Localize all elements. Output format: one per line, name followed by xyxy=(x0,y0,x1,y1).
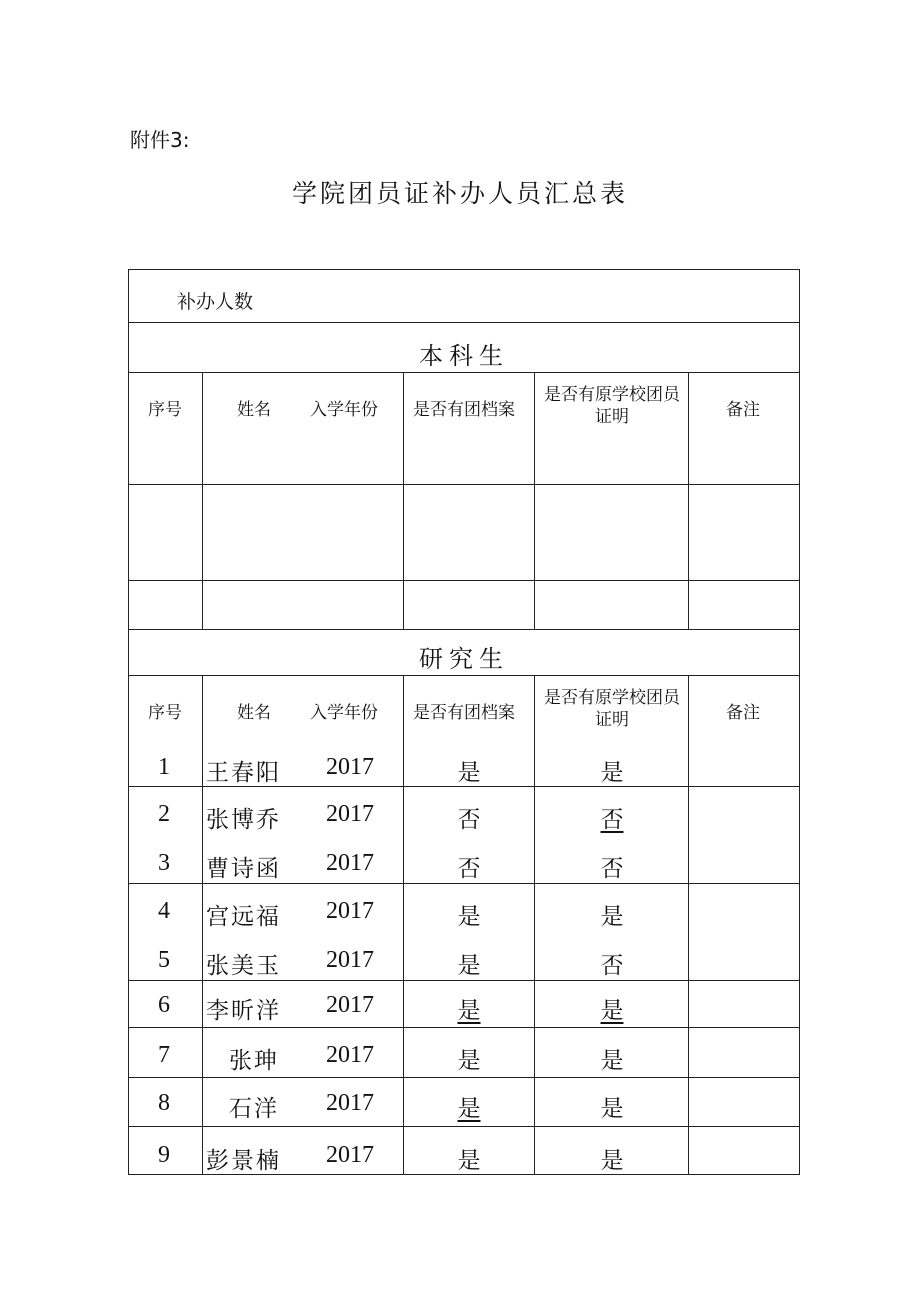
row-divider xyxy=(129,484,799,485)
row-name: 王春阳 xyxy=(206,760,281,786)
row-year: 2017 xyxy=(326,754,374,780)
row-year: 2017 xyxy=(326,801,374,827)
row-divider xyxy=(129,1126,799,1127)
row-divider xyxy=(129,580,799,581)
row-name: 张博乔 xyxy=(206,807,281,833)
row-proof: 是 xyxy=(600,904,624,930)
attachment-label: 附件3: xyxy=(130,128,190,152)
row-proof: 否 xyxy=(600,953,624,979)
column-divider xyxy=(202,675,203,1175)
document-title: 学院团员证补办人员汇总表 xyxy=(291,179,628,208)
count-label: 补办人数 xyxy=(177,291,254,313)
undergrad-section-title: 本科生 xyxy=(419,342,509,370)
row-archive: 否 xyxy=(457,856,481,882)
row-divider xyxy=(129,629,799,630)
row-archive: 是 xyxy=(457,953,481,979)
row-archive: 是 xyxy=(457,1096,481,1122)
row-index: 9 xyxy=(158,1142,170,1168)
row-index: 2 xyxy=(158,801,170,827)
row-name: 石洋 xyxy=(229,1096,279,1122)
row-index: 8 xyxy=(158,1090,170,1116)
column-divider xyxy=(534,675,535,1175)
row-year: 2017 xyxy=(326,947,374,973)
row-name: 张珅 xyxy=(229,1048,279,1074)
row-divider xyxy=(129,675,799,676)
column-divider xyxy=(403,675,404,1175)
row-year: 2017 xyxy=(326,992,374,1018)
row-divider xyxy=(129,322,799,323)
row-proof: 否 xyxy=(600,807,624,833)
row-archive: 是 xyxy=(457,904,481,930)
row-index: 6 xyxy=(158,992,170,1018)
row-archive: 是 xyxy=(457,1048,481,1074)
row-archive: 是 xyxy=(457,998,481,1024)
row-name: 李昕洋 xyxy=(206,998,281,1024)
header-name: 姓名 xyxy=(237,400,271,420)
header-year: 入学年份 xyxy=(310,400,378,420)
row-proof: 是 xyxy=(600,1148,624,1174)
row-proof: 否 xyxy=(600,856,624,882)
row-divider xyxy=(129,372,799,373)
row-proof: 是 xyxy=(600,1048,624,1074)
row-divider xyxy=(129,1077,799,1078)
row-divider xyxy=(129,1027,799,1028)
column-divider xyxy=(688,675,689,1175)
row-index: 5 xyxy=(158,947,170,973)
row-divider xyxy=(129,883,799,884)
row-name: 曹诗函 xyxy=(206,856,281,882)
row-archive: 是 xyxy=(457,1148,481,1174)
graduate-section-title: 研究生 xyxy=(419,645,509,673)
row-year: 2017 xyxy=(326,1090,374,1116)
header-name: 姓名 xyxy=(237,703,271,723)
row-proof: 是 xyxy=(600,760,624,786)
row-index: 4 xyxy=(158,898,170,924)
row-proof: 是 xyxy=(600,998,624,1024)
row-year: 2017 xyxy=(326,1142,374,1168)
summary-table xyxy=(128,269,800,1175)
row-name: 张美玉 xyxy=(206,953,281,979)
row-proof: 是 xyxy=(600,1096,624,1122)
row-archive: 否 xyxy=(457,807,481,833)
header-index: 序号 xyxy=(148,703,182,723)
header-index: 序号 xyxy=(148,400,182,420)
row-index: 3 xyxy=(158,850,170,876)
row-index: 7 xyxy=(158,1042,170,1068)
header-note: 备注 xyxy=(726,703,760,723)
column-divider xyxy=(202,372,203,629)
header-archive: 是否有团档案 xyxy=(413,400,515,420)
column-divider xyxy=(534,372,535,629)
header-year: 入学年份 xyxy=(310,703,378,723)
row-year: 2017 xyxy=(326,1042,374,1068)
header-archive: 是否有团档案 xyxy=(413,703,515,723)
row-divider xyxy=(129,980,799,981)
header-proof: 是否有原学校团员证明 xyxy=(544,688,680,730)
row-name: 宫远福 xyxy=(206,904,281,930)
row-name: 彭景楠 xyxy=(206,1148,281,1174)
row-archive: 是 xyxy=(457,760,481,786)
header-note: 备注 xyxy=(726,400,760,420)
column-divider xyxy=(403,372,404,629)
column-divider xyxy=(688,372,689,629)
row-year: 2017 xyxy=(326,898,374,924)
row-index: 1 xyxy=(158,754,170,780)
header-proof: 是否有原学校团员证明 xyxy=(544,385,680,427)
row-year: 2017 xyxy=(326,850,374,876)
